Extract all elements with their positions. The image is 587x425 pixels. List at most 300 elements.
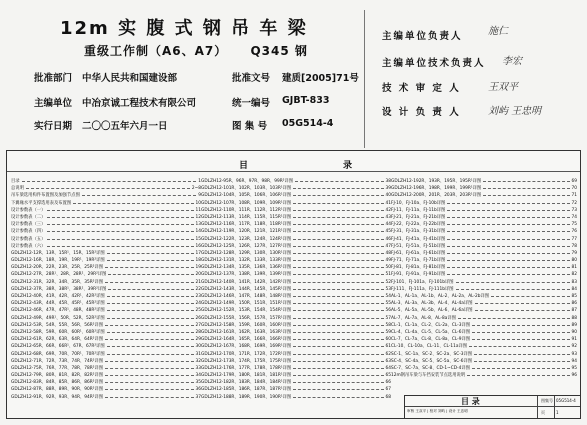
catalog-entry-page: 82 (571, 272, 577, 278)
catalog-entry-title: 设计参数表（三） (11, 222, 46, 228)
catalog-entry-page: 11 (195, 207, 201, 213)
leader-dots (472, 321, 569, 326)
catalog-entry (201, 278, 391, 285)
catalog-entry-title: GDLZH12-170R、171R、172R、172R¹详图 (201, 351, 292, 357)
catalog-entry-page: 10 (195, 200, 201, 206)
catalog-entry-title: FJ-21、FJ-21a、FJ-21b详图 (391, 214, 446, 220)
leader-dots (293, 357, 383, 362)
leader-dots (105, 335, 194, 340)
catalog-entry-page: 58 (385, 322, 391, 328)
catalog-entry (201, 306, 391, 313)
catalog-entry (391, 371, 577, 378)
catalog-entry-title: CL-1、CL-1a、CL-2、CL-2a、CL-3详图 (391, 322, 471, 328)
leader-dots (293, 364, 383, 369)
catalog-entry-page: 59 (385, 329, 391, 335)
title-block (404, 395, 581, 419)
catalog-heading-left: 目 (239, 161, 249, 171)
catalog-entry-title: 12m钢吊车梁与车挡安装节点选用说明 (391, 373, 466, 379)
title-block-signoff: 审核 王双平 | 校对 刘屿 | 设计 王忠明 (407, 409, 468, 413)
catalog-entry-page: 93 (571, 351, 577, 357)
leader-dots (293, 242, 383, 247)
catalog-entry (391, 342, 577, 349)
catalog-entry (11, 285, 201, 292)
leader-dots (47, 242, 193, 247)
catalog-entry (201, 227, 391, 234)
leader-dots (447, 270, 569, 275)
catalog-entry-page: 17 (195, 250, 201, 256)
leader-dots (293, 350, 383, 355)
catalog-entry-title: AL-3、AL-3a、AL-3b、AL-4、AL-4a详图 (391, 301, 473, 307)
catalog-entry (201, 357, 391, 364)
catalog-entry-page: 96 (571, 373, 577, 379)
catalog-entry-title: GDLZH12-104R、105R、106R、106R¹详图 (201, 193, 292, 199)
catalog-entry-page: 94 (571, 358, 577, 364)
approval-doc-value: 建质[2005]71号 (282, 73, 359, 84)
leader-dots (293, 263, 383, 268)
leader-dots (456, 278, 570, 283)
catalog-entry (391, 177, 577, 184)
catalog-entry-title: FJ-10、FJ-10a、FJ-10b详图 (391, 200, 446, 206)
catalog-entry-title: GDLZH12-167R、168R、169R、169R¹详图 (201, 344, 292, 350)
catalog-entry-page: 72 (571, 200, 577, 206)
catalog-entry (11, 378, 201, 385)
catalog-entry (11, 191, 201, 198)
catalog-entry (391, 364, 577, 371)
catalog-entry (391, 328, 577, 335)
catalog-entry-page: 38 (385, 179, 391, 184)
catalog-entry-page: 46 (385, 236, 391, 242)
leader-dots (47, 206, 193, 211)
impl-date-value: 二〇〇五年六月一日 (82, 121, 168, 132)
catalog-entry-page: 63 (385, 358, 391, 364)
catalog-entry-page: 33 (195, 365, 201, 371)
leader-dots (105, 364, 194, 369)
catalog-entry (201, 321, 391, 328)
catalog-entry-title: GDLZH12-140R、141R、142R、142R¹详图 (201, 279, 292, 285)
catalog-entry-page: 56 (385, 308, 391, 314)
leader-dots (293, 213, 383, 218)
catalog-entry-page: 86 (571, 301, 577, 307)
catalog-entry (11, 249, 201, 256)
signature-label: 技 术 审 定 人 (382, 83, 461, 94)
leader-dots (107, 342, 194, 347)
catalog-entry-page: 84 (571, 286, 577, 292)
catalog-entry-page: 89 (571, 322, 577, 328)
catalog-entry (201, 191, 391, 198)
catalog-entry-title: 设计参数表（四） (11, 229, 46, 235)
catalog-entry-page: 91 (571, 337, 577, 343)
catalog-entry-title: GDLZH12-27R、28R¹、28R、28R²、29R²详图 (11, 272, 107, 278)
atlas-no-value: 05G514-4 (282, 118, 334, 129)
approval-dept-label: 批准部门 (34, 73, 73, 84)
catalog-entry-title: GDLZH12-182R、183R、184R、184R¹详图 (201, 380, 292, 386)
catalog-entry-title: FJ-31、FJ-31a、FJ-31b详图 (391, 229, 446, 235)
catalog-column (391, 177, 577, 378)
catalog-entry (11, 371, 201, 378)
leader-dots (456, 285, 570, 290)
catalog-entry (201, 385, 391, 392)
catalog-entry-page: 22 (195, 286, 201, 292)
catalog-entry-title: 设计参数表（二） (11, 214, 46, 220)
catalog-entry (11, 321, 201, 328)
catalog-entry-page: 85 (571, 294, 577, 299)
catalog-entry-page: 39 (385, 186, 391, 192)
catalog-entry-page: 20 (195, 272, 201, 278)
catalog-entry-title: GDLZH12-122R、123R、124R、124R¹详图 (201, 236, 292, 242)
catalog-entry (201, 393, 391, 400)
catalog-entry (391, 270, 577, 277)
catalog-entry (11, 213, 201, 220)
catalog-entry-title: GDLZH12-185R、186R、187R、187R¹详图 (201, 387, 292, 393)
catalog-entry (11, 350, 201, 357)
title-block-atlas-value: 05G514-4 (556, 398, 576, 403)
catalog-entry-title: FJ-101、FJ-101a、FJ-101b详图 (391, 279, 454, 285)
catalog-entry-title: FJ-111、FJ-111a、FJ-111b详图 (391, 286, 454, 292)
leader-dots (293, 278, 383, 283)
catalog-entry-title: GDLZH12-113R、114R、115R、115R¹详图 (201, 214, 292, 220)
catalog-entry-title: FJ-51、FJ-51a、FJ-51b详图 (391, 243, 446, 249)
catalog-entry-title: GDLZH12-87R、88R、89R、90R、90R²详图 (11, 387, 103, 393)
catalog-entry (391, 220, 577, 227)
signature-label: 主编单位技术负责人 (382, 58, 486, 69)
leader-dots (483, 191, 569, 196)
catalog-entry-page: 62 (385, 351, 391, 357)
catalog-entry (11, 292, 201, 299)
catalog-entry-page: 27 (195, 322, 201, 328)
leader-dots (105, 357, 194, 362)
catalog-entry-page: 87 (571, 308, 577, 314)
catalog-entry-page: 41 (385, 200, 391, 206)
leader-dots (472, 335, 569, 340)
leader-dots (447, 242, 569, 247)
catalog-entry (11, 270, 201, 277)
catalog-entry (201, 242, 391, 249)
leader-dots (107, 292, 194, 297)
title-block-page-label: 页 (541, 410, 545, 415)
catalog-entry-page: 83 (571, 279, 577, 285)
signature-row (382, 80, 461, 94)
catalog-entry-title: GDLZH12-155R、156R、157R、157R¹详图 (201, 315, 292, 321)
catalog-entry-title: GDLZH12-143R、144R、145R、145R¹详图 (201, 286, 292, 292)
leader-dots (293, 191, 383, 196)
catalog-entry (11, 299, 201, 306)
leader-dots (105, 393, 194, 398)
catalog-entry (391, 227, 577, 234)
signature-row (382, 104, 461, 118)
catalog-entry-page: 26 (195, 315, 201, 321)
leader-dots (293, 249, 383, 254)
catalog-entry-title: AL-7、AL-7a、AL-8、AL-8a详图 (391, 315, 456, 321)
catalog-entry-page: 69 (571, 179, 577, 184)
leader-dots (447, 235, 569, 240)
catalog-entry-title: GDLZH12-200R、201R、203R、203R¹详图 (391, 193, 482, 199)
catalog-entry-page: 54 (385, 294, 391, 299)
catalog-entry (201, 270, 391, 277)
catalog-entry-page: 65 (385, 373, 391, 379)
catalog-entry-title: GDLZH12-192R、193R、195R、195R¹详图 (391, 179, 482, 184)
catalog-entry-title: GDLZH12-53R、54R、55R、56R、56R²详图 (11, 322, 103, 328)
catalog-entry-page: 68 (385, 394, 391, 400)
catalog-entry-title: GDLZH12-149R、150R、151R、151R¹详图 (201, 301, 292, 307)
catalog-entry (11, 199, 201, 206)
catalog-entry-page: 80 (571, 258, 577, 264)
catalog-entry-title: GDLZH12-176R、177R、178R、178R¹详图 (201, 365, 292, 371)
catalog-entry-title: CL-10、CL-10a、CL-11、CL-11a详图 (391, 344, 468, 350)
leader-dots (22, 177, 197, 182)
catalog-entry-page: 25 (195, 308, 201, 314)
leader-dots (73, 199, 193, 204)
leader-dots (293, 199, 383, 204)
catalog-entry-page: 42 (385, 207, 391, 213)
catalog-entry (391, 206, 577, 213)
catalog-entry (201, 220, 391, 227)
catalog-entry (201, 285, 391, 292)
catalog-entry-title: FJ-41、FJ-41a、FJ-41b详图 (391, 236, 446, 242)
catalog-entry-page: 31 (195, 351, 201, 357)
catalog-entry (391, 285, 577, 292)
leader-dots (469, 342, 569, 347)
catalog-entry (11, 278, 201, 285)
catalog-entry (391, 184, 577, 191)
catalog-entry-title: GDLZH12-134R、135R、136R、136R¹详图 (201, 265, 292, 271)
editor-unit-value: 中冶京诚工程技术有限公司 (82, 98, 197, 109)
catalog-entry-page: 60 (385, 337, 391, 343)
leader-dots (108, 270, 193, 275)
catalog-entry-page: 30 (195, 344, 201, 350)
title-block-divider (554, 396, 555, 418)
catalog-entry-page: 21 (195, 279, 201, 285)
leader-dots (293, 285, 383, 290)
catalog-table (6, 150, 581, 419)
leader-dots (447, 213, 569, 218)
leader-dots (293, 299, 383, 304)
catalog-entry-page: 23 (195, 294, 201, 299)
catalog-entry-page: 95 (571, 365, 577, 371)
catalog-entry (201, 364, 391, 371)
leader-dots (447, 263, 569, 268)
catalog-entry (201, 371, 391, 378)
leader-dots (293, 342, 383, 347)
catalog-entry-page: 64 (385, 365, 391, 371)
catalog-entry-page: 92 (571, 344, 577, 350)
catalog-entry (201, 235, 391, 242)
leader-dots (108, 285, 193, 290)
catalog-entry (201, 256, 391, 263)
leader-dots (107, 314, 194, 319)
catalog-entry-title: GDLZH12-75R、76R、77R、78R、78R²详图 (11, 365, 103, 371)
catalog-entry-page: 15 (195, 236, 201, 242)
catalog-entry-page: 16 (195, 243, 201, 249)
catalog-entry (11, 357, 201, 364)
catalog-entry (201, 263, 391, 270)
catalog-entry-title: CL-7、CL-7a、CL-8、CL-8a、CL-9详图 (391, 337, 471, 343)
leader-dots (105, 278, 194, 283)
catalog-entry (391, 350, 577, 357)
catalog-entry-page: 37 (195, 394, 201, 400)
catalog-entry (201, 335, 391, 342)
catalog-entry (11, 227, 201, 234)
leader-dots (293, 328, 383, 333)
catalog-entry-title: GDLZH12-12R、13R、15R¹、15R、15R²详图 (11, 250, 105, 256)
catalog-entry (391, 235, 577, 242)
catalog-entry-page: 9 (198, 193, 201, 199)
leader-dots (293, 335, 383, 340)
unified-no-value: GJBT-833 (282, 95, 330, 106)
catalog-entry-title: CL-4、CL-4a、CL-5、CL-5a、CL-6详图 (391, 329, 471, 335)
catalog-entry (201, 177, 391, 184)
catalog-entry (11, 256, 201, 263)
catalog-entry (11, 314, 201, 321)
catalog-rule (7, 171, 580, 172)
catalog-entry-title: FJ-81、FJ-81a、FJ-81b详图 (391, 265, 446, 271)
leader-dots (491, 292, 569, 297)
leader-dots (293, 235, 383, 240)
catalog-entry-page: 12 (195, 214, 201, 220)
catalog-entry-page: 77 (571, 236, 577, 242)
work-class: 重级工作制（A6、A7） (84, 44, 228, 58)
catalog-entry-page: 19 (195, 265, 201, 271)
approval-doc-label: 批准文号 (232, 73, 271, 84)
catalog-entry (391, 292, 577, 299)
catalog-entry (201, 184, 391, 191)
catalog-entry (11, 342, 201, 349)
header-divider (364, 10, 365, 148)
catalog-entry (201, 314, 391, 321)
leader-dots (293, 206, 383, 211)
catalog-entry-page: 81 (571, 265, 577, 271)
catalog-entry-title: GDLZH12-68R、69R、70R、70R¹、70R²详图 (11, 351, 105, 357)
catalog-entry-page: 2~8 (191, 186, 201, 192)
leader-dots (467, 371, 569, 376)
catalog-entry-page: 18 (195, 258, 201, 264)
catalog-entry-title: GDLZH12-20R、22R、23R、25R、25R²详图 (11, 265, 103, 271)
page-title: 12m 实 腹 式 钢 吊 车 梁 (60, 18, 308, 39)
catalog-entry-title: GDLZH12-61R、62R、63R、64R、64R²详图 (11, 337, 103, 343)
catalog-entry-page: 43 (385, 214, 391, 220)
catalog-entry-page: 14 (195, 229, 201, 235)
catalog-entry-page: 34 (195, 373, 201, 379)
catalog-entry-title: GDLZH12-16R、18R、19R、19R¹、19R²详图 (11, 258, 105, 264)
leader-dots (295, 177, 384, 182)
catalog-entry-title: AL-1、AL-1a、AL-1b、AL-2、AL-2a、AL-2b详图 (391, 294, 490, 299)
leader-dots (475, 299, 570, 304)
catalog-entry (201, 350, 391, 357)
leader-dots (107, 328, 194, 333)
catalog-entry (391, 256, 577, 263)
catalog-entry-page: 74 (571, 214, 577, 220)
catalog-entry-title: GDLZH12-46R、47R、47R¹、48R、48R²详图 (11, 308, 105, 314)
catalog-entry-title: 下翼缘水平支撑选用表及布置图 (11, 200, 72, 206)
catalog-entry-title: 设计参数表（六） (11, 243, 46, 249)
catalog-entry-page: 76 (571, 229, 577, 235)
catalog-entry (11, 306, 201, 313)
editor-unit-label: 主编单位 (34, 98, 73, 109)
leader-dots (483, 177, 569, 182)
leader-dots (447, 227, 569, 232)
leader-dots (107, 350, 194, 355)
leader-dots (47, 235, 193, 240)
catalog-entry (201, 292, 391, 299)
catalog-entry-title: SC-1、SC-1a、SC-2、SC-2a、SC-3详图 (391, 351, 473, 357)
leader-dots (107, 256, 194, 261)
leader-dots (474, 350, 569, 355)
catalog-entry-page: 51 (385, 272, 391, 278)
catalog-entry-page: 13 (195, 222, 201, 228)
catalog-entry-page: 48 (385, 250, 391, 256)
catalog-entry-title: SC-7、SC-7a、SC-8、CD-1~CD-4详图 (391, 365, 470, 371)
leader-dots (293, 385, 383, 390)
catalog-entry (11, 206, 201, 213)
catalog-entry-title: AL-5、AL-5a、AL-5b、AL-6、AL-6a详图 (391, 308, 473, 314)
leader-dots (293, 227, 383, 232)
catalog-entry (11, 220, 201, 227)
catalog-entry (201, 342, 391, 349)
catalog-entry (391, 299, 577, 306)
catalog-entry-title: GDLZH12-107R、108R、109R、109R¹详图 (201, 200, 292, 206)
catalog-entry-page: 78 (571, 243, 577, 249)
signature-label: 设 计 负 责 人 (382, 107, 461, 118)
signature-row (382, 55, 486, 69)
catalog-entry-title: GDLZH12-146R、147R、148R、148R¹详图 (201, 294, 292, 299)
catalog-column (11, 177, 201, 400)
leader-dots (293, 184, 383, 189)
unified-no-label: 统一编号 (232, 98, 271, 109)
catalog-entry-page: 45 (385, 229, 391, 235)
leader-dots (293, 371, 383, 376)
catalog-entry-title: FJ-71、FJ-71a、FJ-71b详图 (391, 258, 446, 264)
catalog-entry-title: GDLZH12-43R、44R、45R、45R¹、45R²详图 (11, 301, 105, 307)
leader-dots (293, 292, 383, 297)
catalog-entry-page: 47 (385, 243, 391, 249)
catalog-entry (391, 278, 577, 285)
leader-dots (105, 385, 194, 390)
title-block-name: 目 录 (461, 397, 480, 406)
catalog-entry-title: GDLZH12-37R、38R、38R¹、38R²、39R²详图 (11, 286, 107, 292)
catalog-entry-title: GDLZH12-152R、153R、154R、154R¹详图 (201, 308, 292, 314)
leader-dots (293, 321, 383, 326)
leader-dots (107, 299, 194, 304)
catalog-entry-page: 52 (385, 279, 391, 285)
catalog-entry (201, 378, 391, 385)
catalog-entry-title: GDLZH12-128R、129R、130R、130R¹详图 (201, 250, 292, 256)
catalog-entry-title: GDLZH12-58R、59R、60R、60R¹、60R²详图 (11, 329, 105, 335)
catalog-entry (391, 199, 577, 206)
catalog-entry-title: GDLZH12-137R、138R、139R、139R¹详图 (201, 272, 292, 278)
leader-dots (474, 357, 569, 362)
catalog-entry-title: GDLZH12-164R、165R、166R、166R¹详图 (201, 337, 292, 343)
catalog-entry-title: 设计参数表（一） (11, 207, 46, 213)
steel-grade: Q345 钢 (250, 44, 308, 58)
catalog-entry (11, 263, 201, 270)
leader-dots (105, 263, 194, 268)
catalog-entry-page: 55 (385, 301, 391, 307)
handwritten-signature: 李宏 (502, 56, 522, 67)
catalog-entry-page: 28 (195, 329, 201, 335)
leader-dots (483, 184, 569, 189)
catalog-heading-right: 录 (343, 161, 353, 171)
catalog-entry (11, 184, 201, 191)
catalog-entry-page: 53 (385, 286, 391, 292)
leader-dots (472, 364, 570, 369)
leader-dots (105, 378, 194, 383)
catalog-entry-title: GDLZH12-196R、198R、199R、199R¹详图 (391, 186, 482, 192)
leader-dots (107, 249, 194, 254)
handwritten-signature: 王双平 (488, 82, 518, 93)
leader-dots (293, 393, 383, 398)
catalog-entry-title: GDLZH12-65R、66R、66R¹、67R、67R²详图 (11, 344, 105, 350)
catalog-entry-title: GDLZH12-173R、174R、175R、175R¹详图 (201, 358, 292, 364)
leader-dots (293, 306, 383, 311)
